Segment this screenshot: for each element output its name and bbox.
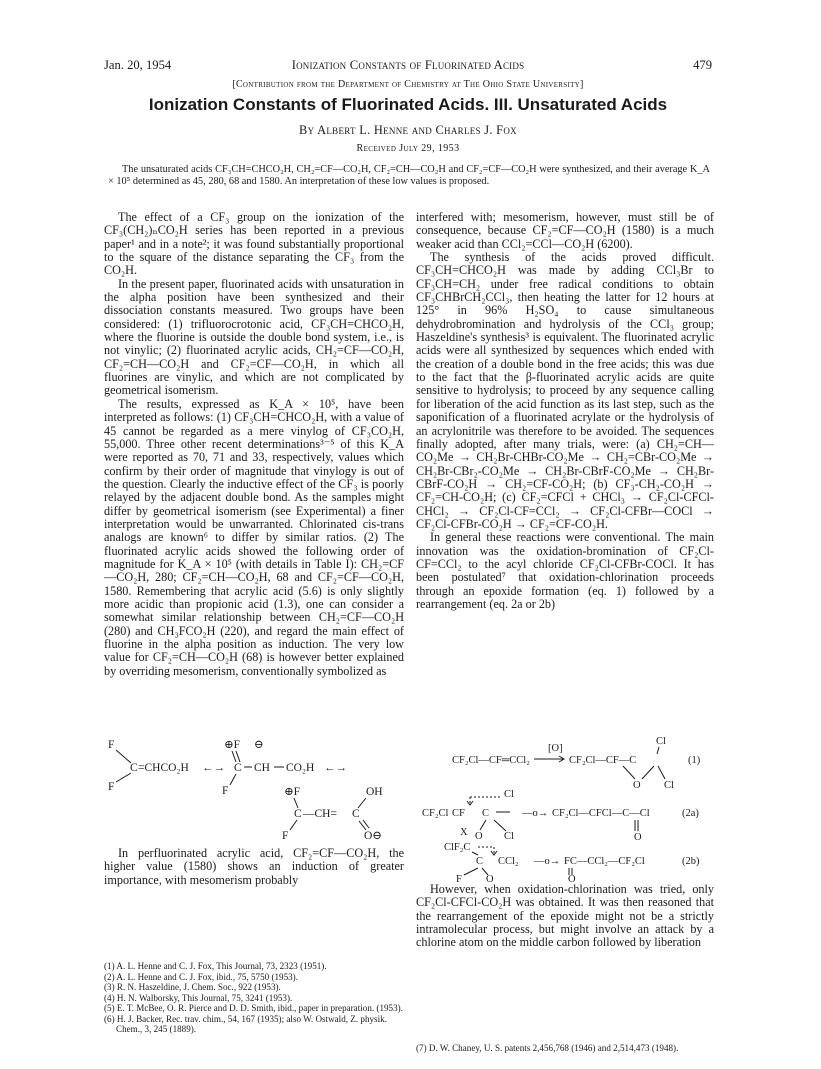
bond-line: [294, 798, 298, 808]
issue-date: Jan. 20, 1954: [104, 58, 172, 72]
eq2b-reactant: ClF₂C: [444, 842, 471, 853]
bond-line: [482, 868, 488, 875]
reaction-equations-figure: [416, 735, 714, 885]
charged-fluorine-label: ⊕F: [224, 739, 241, 751]
paragraph: The synthesis of the acids proved difficult. CF₃CH=CHCO₂H was made by adding CCl₃Br to CF₃CH=CH₂ under free radical conditions to obtain CF₃CHBrCH₂CCl₃, then heating the latter for 12 hours at 125° in 96% H₂SO₄ to cause simultaneous dehydrobromination and hydrolysis of the CCl₃ group; Haszeldine's synthesis³ is equivalent. The fluorinated acrylic acids were all synthesized by sequences which ended with the creation of a double bond in the free acids; this was due to the fact that the β-fluorinated acrylic acids are quite sensitive to hydrolysis; to proceed by any sequence calling for liberation of the acid function as its last step, such as the saponification of a fluorinated acrylate or the hydrolysis of an acrylonitrile was therefore to be avoided. The sequences finally adopted, after many trials, were: (a) CH₂=CH—CO₂Me → CH₂Br-CHBr-CO₂Me → CH₂=CBr-CO₂Me → CH₂Br-CBr₂-CO₂Me → CH₂Br-CBrF-CO₂Me → CH₂Br-CBrF-CO₂H → CH₂=CF-CO₂H; (b) CF₃-CH₂-CO₂H → CF₂=CH-CO₂H; (c) CF₂=CFCl + CHCl₃ → CF₂Cl-CFCl-CHCl₂ → CF₂Cl-CF=CCl₂ → CF₂Cl-CFBr—COCl → CF₂Cl-CFBr-CO₂H → CF₂=CF-CO₂H.: [416, 250, 714, 531]
bond-line: [472, 852, 478, 855]
author-line: By Albert L. Henne and Charles J. Fox: [299, 123, 517, 137]
bond-line: [464, 868, 478, 875]
paragraph: In perfluorinated acrylic acid, CF₂=CF—CO₂H, the higher value (1580) shows an induction of greater importance, with mesomerism probably: [104, 846, 404, 887]
paragraph: interfered with; mesomerism, however, must still be of consequence, because CF₂=CF—CO₂H (1580) is a much weaker acid than CCl₂=CCl—CO₂H (6200).: [416, 210, 714, 251]
anion-carbon-label: CH: [254, 762, 270, 774]
eq1-number: (1): [688, 755, 701, 766]
contribution-line: [Contribution from the Department of Chemistry at The Ohio State University]: [232, 79, 584, 90]
eq2b-oxygen-label: O: [568, 874, 576, 885]
bond-line: [236, 751, 240, 762]
footnote: (4) H. N. Walborsky, This Journal, 75, 3241 (1953).: [104, 992, 293, 1003]
bond-line: [623, 766, 635, 779]
carboxyl-label: CO₂H: [286, 762, 315, 774]
bond-line: [657, 747, 659, 754]
eq2a-chlorine-label: Cl: [504, 789, 514, 800]
right-column-continued: [416, 883, 714, 950]
eq2b-carbon-label: CCl₂: [498, 856, 519, 867]
eq2a-chlorine-label: Cl: [504, 831, 514, 842]
eq2a-carbon-label: C: [482, 808, 490, 819]
footnotes: [416, 1043, 714, 1054]
bond-line: [116, 750, 131, 763]
eq1-reagent: [O]: [548, 743, 563, 754]
footnote: (5) E. T. McBee, O. R. Pierce and D. D. Smith, ibid., paper in preparation. (1953).: [104, 1003, 403, 1013]
charge-label: ⊖: [254, 739, 264, 751]
paragraph: However, when oxidation-chlorination was tried, only CF₂Cl-CFCl-CO₂H was obtained. It was then reasoned that the rearrangement of the epoxide might not be a strictly intramolecular process, but might involve an attack by a chlorine atom on the middle carbon followed by liberation: [416, 882, 714, 950]
eq2b-number: (2b): [682, 856, 700, 867]
carbon-atom-label: C: [352, 808, 360, 820]
eq2b-arrow: —o→: [534, 856, 561, 867]
hydroxyl-label: OH: [366, 786, 383, 798]
eq1-reactant: CF₂Cl—CF═CCl₂: [452, 755, 530, 766]
journal-running-title: Ionization Constants of Fluorinated Acids: [291, 58, 525, 72]
charged-fluorine-label: ⊕F: [284, 786, 301, 798]
paragraph: The effect of a CF₃ group on the ionization of the CF₃(CH₂)ₙCO₂H series has been reported in a previous paper¹ and in a note²; it was found substantially proportional to the square of the distance separating the CF₃ from the CO₂H.: [104, 210, 404, 278]
fluorine-atom-label: F: [108, 781, 115, 793]
eq2a-arrow: —o→: [522, 808, 549, 819]
bond-line: [116, 773, 131, 782]
bond-line: [290, 820, 297, 830]
eq2a-cross-mark: X: [460, 827, 468, 838]
bond-line: [358, 798, 366, 808]
footnote: (6) H. J. Backer, Rec. trav. chim., 54, 167 (1935); also W. Ostwald, Z. physik. Chem., 3, 245 (1889).: [104, 1013, 387, 1034]
mesomerism-figure: [104, 735, 404, 845]
eq2b-fluorine-label: F: [456, 874, 462, 885]
footnote: (1) A. L. Henne and C. J. Fox, This Journal, 73, 2323 (1951).: [104, 961, 327, 971]
fluorine-atom-label: F: [282, 830, 289, 842]
footnotes: [104, 961, 404, 1035]
article-title: Ionization Constants of Fluorinated Acids. III. Unsaturated Acids: [148, 95, 668, 114]
carbon-atom-label: C: [234, 762, 242, 774]
footnote: (3) R. N. Haszeldine, J. Chem. Soc., 922 (1953).: [104, 982, 281, 992]
page-number: 479: [693, 58, 712, 72]
left-column-continued: [104, 847, 404, 887]
fluorine-atom-label: F: [108, 739, 115, 751]
left-column: [104, 211, 404, 678]
eq2b-carbon-label: C: [476, 856, 484, 867]
enolate-chain-label: —CH=: [303, 808, 337, 820]
oxide-anion-label: O⊖: [364, 830, 382, 842]
eq2b-product: FC—CCl₂—CF₂Cl: [564, 856, 645, 867]
paragraph: In general these reactions were conventional. The main innovation was the oxidation-bromination of CF₂Cl-CF=CCl₂ to the acyl chloride CF₂Cl-CFBr-COCl. It has been postulated⁷ that oxidation-chlorination proceeds through an epoxide formation (eq. 1) followed by a rearrangement (eq. 2a or 2b): [416, 530, 714, 611]
resonance-arrow: ←→: [202, 762, 225, 774]
resonance-group-label: =CHCO₂H: [138, 762, 189, 774]
eq1-chlorine-label: Cl: [656, 736, 666, 747]
eq1-product: CF₂Cl—CF—C: [569, 755, 637, 766]
bond-line: [642, 766, 654, 779]
carbon-atom-label: C: [130, 762, 138, 774]
carbon-atom-label: C: [294, 808, 302, 820]
eq2a-oxygen-label: O: [475, 831, 483, 842]
abstract: The unsaturated acids CF₃CH=CHCO₂H, CH₂=CF—CO₂H, CF₂=CH—CO₂H and CF₂=CF—CO₂H were synthesized, and their average K_A × 10⁵ determined as 45, 280, 68 and 1580. An interpretation of these low values is proposed.: [108, 164, 710, 187]
eq1-chlorine-label: Cl: [664, 780, 674, 791]
dashed-migration-path: [470, 797, 500, 805]
right-column: [416, 211, 714, 611]
paragraph: In the present paper, fluorinated acids with unsaturation in the alpha position have been synthesized and their dissociation constants measured. Two groups have been considered: (1) trifluorocrotonic acid, CF₃CH=CHCO₂H, where the fluorine is outside the double bond system, i.e., is not vinylic; (2) fluorinated acrylic acids, CH₂=CF—CO₂H, CF₂=CH—CO₂H and CF₂=CF—CO₂H, in which all fluorines are vinylic, and which are not complicated by geometrical isomerism.: [104, 276, 404, 398]
resonance-arrow: ←→: [324, 762, 347, 774]
footnote: (7) D. W. Chaney, U. S. patents 2,456,768 (1946) and 2,514,473 (1948).: [416, 1043, 679, 1053]
eq1-oxygen-label: O: [633, 780, 641, 791]
eq2a-number: (2a): [682, 808, 699, 819]
eq2a-carbon-label: CF: [452, 808, 465, 819]
eq2a-reactant: CF₂Cl: [422, 808, 449, 819]
bond-line: [232, 751, 236, 762]
fluorine-atom-label: F: [222, 785, 229, 797]
eq2b-oxygen-label: O: [486, 874, 494, 885]
received-date: Received July 29, 1953: [356, 143, 460, 154]
bond-line: [480, 820, 486, 830]
footnote: (2) A. L. Henne and C. J. Fox, ibid., 75, 5750 (1953).: [104, 971, 298, 982]
bond-line: [230, 774, 236, 785]
eq2a-product: CF₂Cl—CFCl—C—Cl: [552, 808, 650, 819]
bond-line: [658, 766, 665, 779]
running-header: [104, 58, 712, 74]
paragraph: The results, expressed as K_A × 10⁵, have been interpreted as follows: (1) CF₃CH=CHCO₂H, with a value of 45 cannot be regarded as a mere vinylog of CF₃CO₂H, 55,000. Three other recent determinations³⁻⁵ of this K_A were reported as 70, 71 and 33, respectively, values which confirm by their order of magnitude that vinylogy is out of the question. Clearly the inductive effect of the CF₃ is poorly relayed by the adjacent double bond. As the samples might differ by geometrical isomerism (see Experimental) a finer interpretation would be unwarranted. Chlorinated cis-trans analogs are known⁶ to differ by similar ratios. (2) The fluorinated acrylic acids showed the following order of magnitude for K_A × 10⁵ (with details in Table I): CH₂=CF—CO₂H, 280; CF₂=CH—CO₂H, 68 and CF₂=CF—CO₂H, 1580. Remembering that acrylic acid (5.6) is only slightly more acidic than propionic acid (1.3), one can consider a somewhat similar relationship between CH₂=CF—CO₂H (280) and CH₃FCO₂H (220), and regard the main effect of fluorine in the alpha position as induction. The very low value for CF₂=CH—CO₂H (68) is however better explained by overriding mesomerism, conventionally symbolized as: [104, 396, 404, 678]
eq2a-oxygen-label: O: [634, 832, 642, 843]
bond-line: [494, 820, 506, 831]
